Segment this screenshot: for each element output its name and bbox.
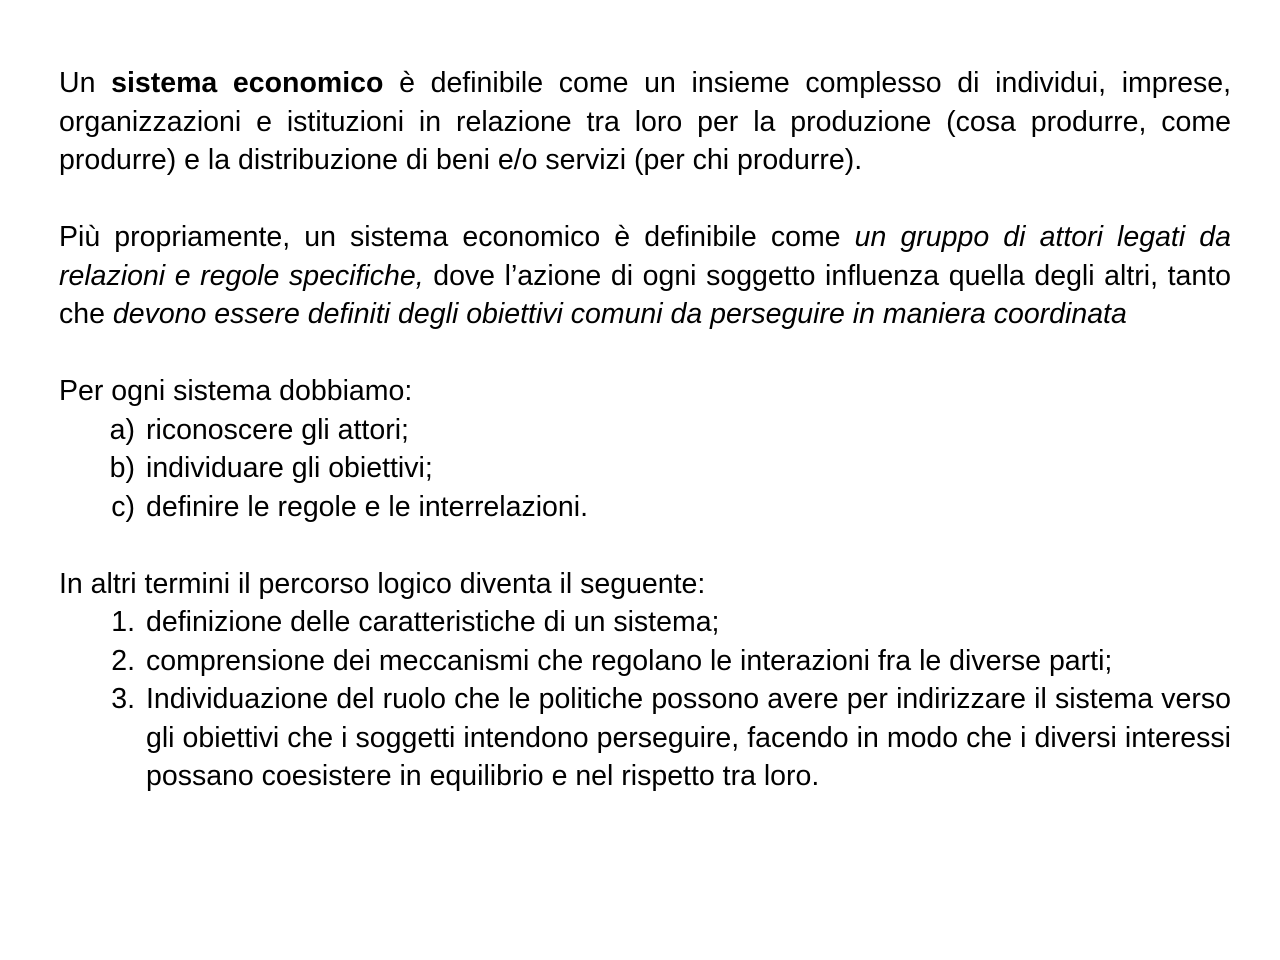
list-item-text: Individuazione del ruolo che le politiche possono avere per indirizzare il sistema verso gli obiettivi che i soggetti intendono perseguire, facendo in modo che i diversi interessi possano coesistere in equilibrio e nel rispetto tra loro. bbox=[146, 683, 1231, 792]
definition-lead: Un bbox=[59, 67, 112, 99]
spacer bbox=[59, 180, 1231, 219]
list-marker: 1. bbox=[111, 606, 135, 638]
list-item-text: definizione delle caratteristiche di un sistema; bbox=[146, 606, 720, 638]
refined-emphasis-objectives: devono essere definiti degli obiettivi comuni da perseguire in maniera coordinata bbox=[112, 298, 1127, 330]
list-item bbox=[59, 488, 1231, 527]
refined-lead: Più propriamente, un sistema economico è definibile come bbox=[59, 221, 855, 253]
list-item-text: comprensione dei meccanismi che regolano le interazioni fra le diverse parti; bbox=[146, 644, 1113, 677]
list-item bbox=[59, 680, 1231, 796]
refined-emphasis-actors: un gruppo di attori legati da relazioni e regole specifiche, bbox=[59, 221, 1231, 292]
logical-path-numbered-list bbox=[59, 603, 1231, 796]
list-marker: a) bbox=[109, 413, 135, 446]
definition-body: è definibile come un insieme complesso di individui, imprese, organizzazioni e istituzioni in relazione tra loro per la produzione (cosa produrre, come produrre) e la distribuzione di beni e/o servizi (per chi produrre). bbox=[59, 67, 1231, 176]
steps-lettered-list bbox=[59, 411, 1231, 527]
list-marker: 3. bbox=[111, 683, 135, 715]
list-marker: 2. bbox=[111, 644, 135, 677]
section-logical-path-heading: In altri termini il percorso logico diventa il seguente: bbox=[59, 567, 706, 600]
refined-middle: dove l’azione di ogni soggetto influenza quella degli altri, tanto che bbox=[59, 259, 1231, 330]
list-item bbox=[59, 411, 1231, 450]
list-item bbox=[59, 449, 1231, 488]
slide-content bbox=[59, 64, 1231, 796]
section-steps-heading: Per ogni sistema dobbiamo: bbox=[59, 375, 413, 407]
list-item-text: individuare gli obiettivi; bbox=[146, 452, 433, 484]
list-item bbox=[59, 603, 1231, 642]
term-sistema-economico: sistema economico bbox=[111, 67, 384, 99]
paragraph-definition bbox=[59, 64, 1231, 180]
list-item-text: definire le regole e le interrelazioni. bbox=[146, 490, 589, 523]
list-marker: b) bbox=[109, 452, 135, 484]
spacer bbox=[59, 526, 1231, 565]
spacer bbox=[59, 334, 1231, 373]
list-marker: c) bbox=[111, 490, 135, 523]
list-item-text: riconoscere gli attori; bbox=[146, 413, 409, 446]
paragraph-refined-definition bbox=[59, 218, 1231, 334]
list-item bbox=[59, 642, 1231, 681]
